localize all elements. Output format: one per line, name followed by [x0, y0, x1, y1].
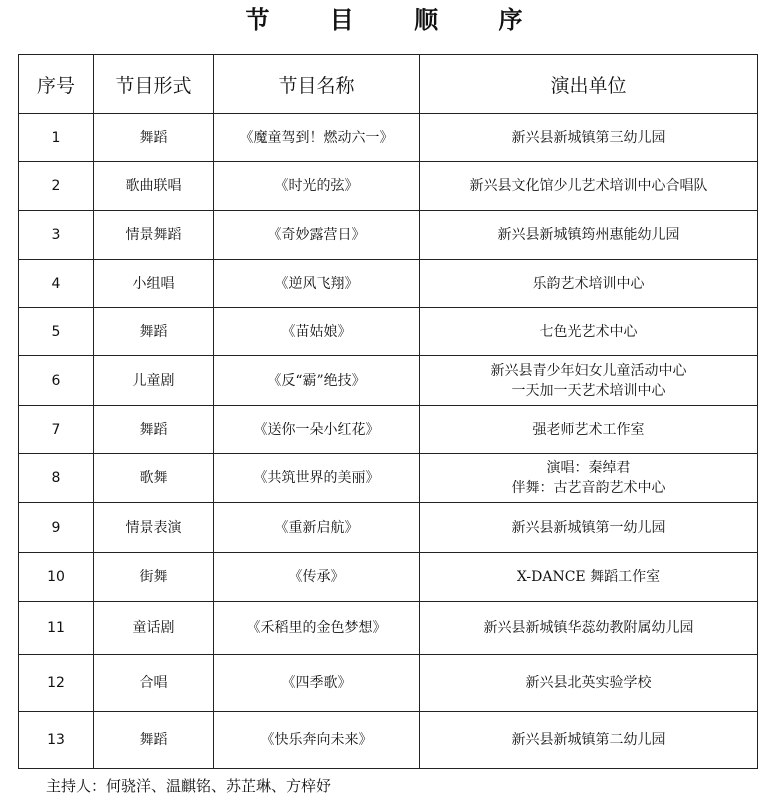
program-name: 《苗姑娘》: [214, 308, 420, 356]
row-number: 5: [19, 308, 94, 356]
table-row: [19, 356, 758, 406]
program-type: 舞蹈: [94, 406, 214, 454]
row-number: 7: [19, 406, 94, 454]
table-row: [19, 406, 758, 454]
program-type: 街舞: [94, 553, 214, 602]
row-number: 8: [19, 454, 94, 503]
program-type: 情景表演: [94, 503, 214, 553]
table-row: [19, 114, 758, 162]
performer-unit: 强老师艺术工作室: [420, 406, 758, 454]
row-number: 1: [19, 114, 94, 162]
table-row: [19, 454, 758, 503]
program-name: 《共筑世界的美丽》: [214, 454, 420, 503]
performer-unit: 新兴县新城镇第一幼儿园: [420, 503, 758, 553]
row-number: 9: [19, 503, 94, 553]
program-table: [18, 54, 758, 769]
table-row: [19, 211, 758, 260]
table-row: [19, 602, 758, 655]
program-name: 《反“霸”绝技》: [214, 356, 420, 406]
program-name: 《四季歌》: [214, 655, 420, 712]
table-row: [19, 712, 758, 769]
row-number: 6: [19, 356, 94, 406]
performer-unit: 演唱：秦绰君 伴舞：古艺音韵艺术中心: [420, 454, 758, 503]
program-type: 歌舞: [94, 454, 214, 503]
table-row: [19, 553, 758, 602]
program-name: 《禾稻里的金色梦想》: [214, 602, 420, 655]
table-row: [19, 162, 758, 211]
program-type: 舞蹈: [94, 114, 214, 162]
program-name: 《逆风飞翔》: [214, 260, 420, 308]
performer-unit: 七色光艺术中心: [420, 308, 758, 356]
table-row: [19, 260, 758, 308]
page-title: 节 目 顺 序: [245, 6, 549, 34]
program-type: 舞蹈: [94, 308, 214, 356]
program-name: 《魔童驾到！燃动六一》: [214, 114, 420, 162]
program-type: 舞蹈: [94, 712, 214, 769]
performer-unit: 新兴县新城镇第三幼儿园: [420, 114, 758, 162]
program-type: 童话剧: [94, 602, 214, 655]
program-name: 《奇妙露营日》: [214, 211, 420, 260]
header-type: 节目形式: [94, 55, 214, 114]
program-type: 情景舞蹈: [94, 211, 214, 260]
row-number: 12: [19, 655, 94, 712]
row-number: 2: [19, 162, 94, 211]
performer-unit: X-DANCE 舞蹈工作室: [420, 553, 758, 602]
program-name: 《传承》: [214, 553, 420, 602]
program-type: 儿童剧: [94, 356, 214, 406]
program-name: 《快乐奔向未来》: [214, 712, 420, 769]
table-row: [19, 503, 758, 553]
header-unit: 演出单位: [420, 55, 758, 114]
row-number: 10: [19, 553, 94, 602]
program-name: 《重新启航》: [214, 503, 420, 553]
row-number: 13: [19, 712, 94, 769]
performer-unit: 新兴县北英实验学校: [420, 655, 758, 712]
program-type: 歌曲联唱: [94, 162, 214, 211]
row-number: 4: [19, 260, 94, 308]
header-number: 序号: [19, 55, 94, 114]
program-name: 《时光的弦》: [214, 162, 420, 211]
program-type: 小组唱: [94, 260, 214, 308]
performer-unit: 新兴县新城镇第二幼儿园: [420, 712, 758, 769]
performer-unit: 新兴县文化馆少儿艺术培训中心合唱队: [420, 162, 758, 211]
table-row: [19, 308, 758, 356]
hosts-line: 主持人：何骁洋、温麒铭、苏芷琳、方梓妤: [46, 777, 332, 795]
program-type: 合唱: [94, 655, 214, 712]
row-number: 3: [19, 211, 94, 260]
program-name: 《送你一朵小红花》: [214, 406, 420, 454]
performer-unit: 新兴县青少年妇女儿童活动中心 一天加一天艺术培训中心: [420, 356, 758, 406]
performer-unit: 新兴县新城镇华蕊幼教附属幼儿园: [420, 602, 758, 655]
table-row: [19, 655, 758, 712]
performer-unit: 新兴县新城镇筠州惠能幼儿园: [420, 211, 758, 260]
row-number: 11: [19, 602, 94, 655]
table-header-row: [19, 55, 758, 114]
header-name: 节目名称: [214, 55, 420, 114]
performer-unit: 乐韵艺术培训中心: [420, 260, 758, 308]
